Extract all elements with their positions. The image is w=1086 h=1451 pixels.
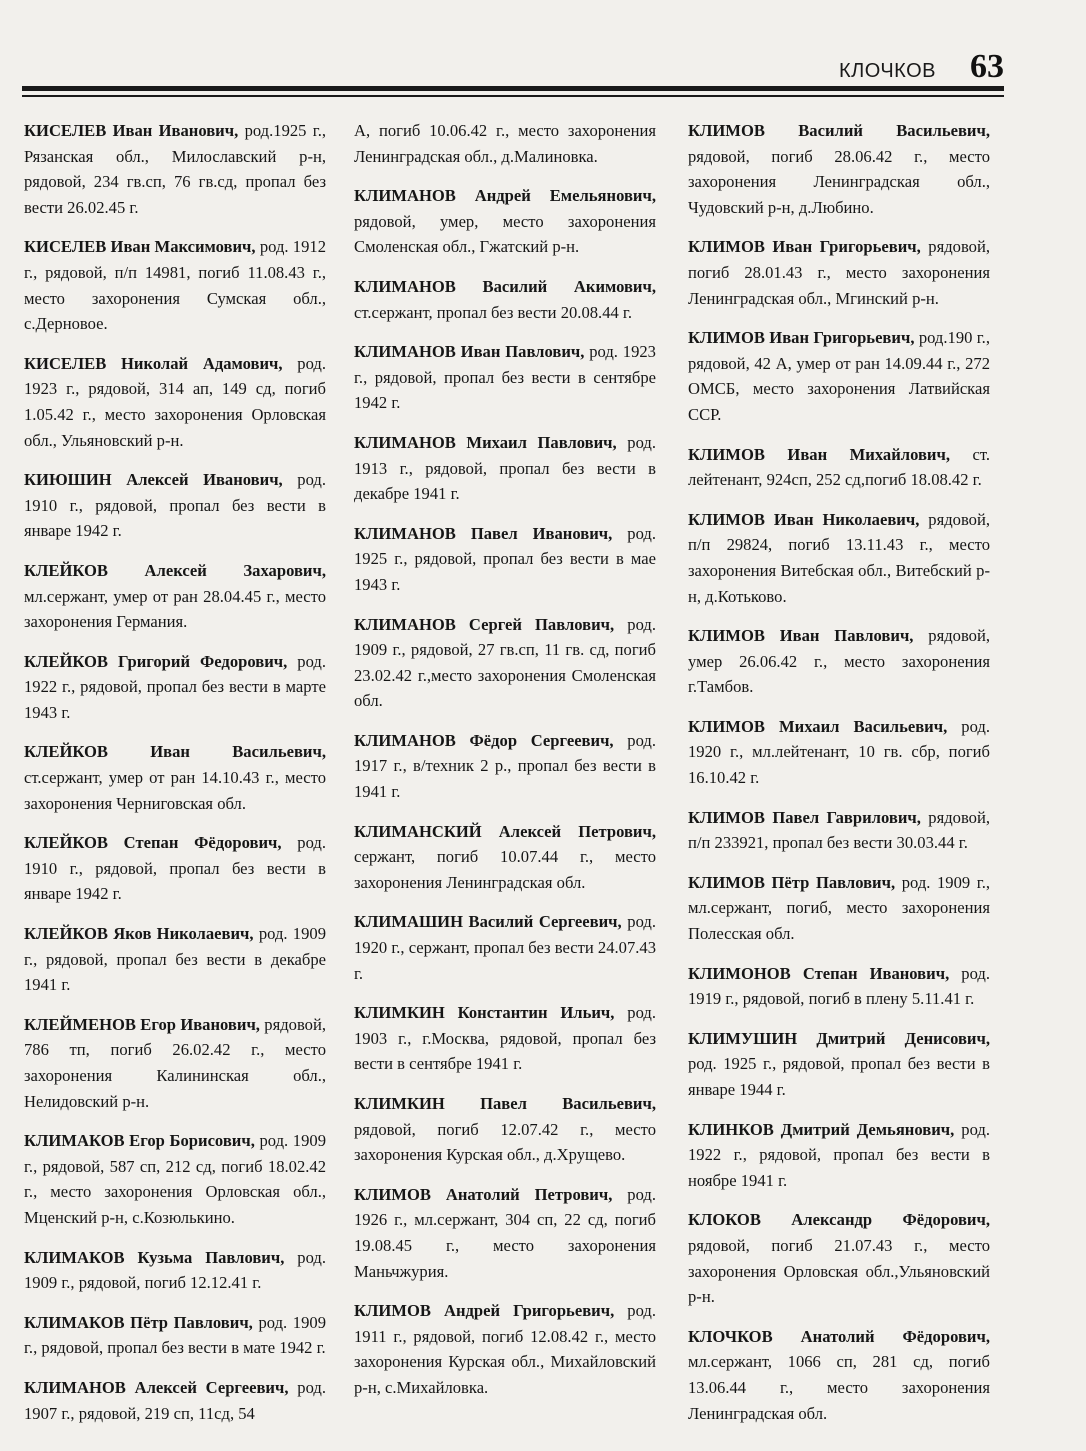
person-name: КЛИМАНОВ Иван Павлович,: [354, 342, 585, 362]
record-details: род. 1910 г., рядовой, пропал без вести в январе 1942 г.: [24, 833, 326, 904]
record-entry: [24, 558, 326, 635]
person-name: КЛИМАКОВ Пётр Павлович,: [24, 1312, 253, 1332]
person-name: КЛИМОВ Пётр Павлович,: [688, 872, 896, 892]
record-details: род. 1913 г., рядовой, пропал без вести в декабре 1941 г.: [354, 432, 656, 504]
person-name: КЛИМАНОВ Алексей Сергеевич,: [24, 1377, 289, 1397]
person-name: КЛИНКОВ Дмитрий Демьянович,: [688, 1119, 955, 1139]
record-entry: [688, 1207, 990, 1309]
person-name: КИСЕЛЕВ Иван Иванович,: [24, 121, 239, 140]
person-name: КЛИМОВ Иван Григорьевич,: [688, 328, 915, 348]
record-entry: [354, 909, 656, 986]
record-entry: [354, 118, 656, 169]
person-name: КЛИМАНОВ Павел Иванович,: [354, 523, 613, 543]
person-name: КЛОЧКОВ Анатолий Фёдорович,: [688, 1326, 990, 1346]
record-entry: [354, 1000, 656, 1077]
record-entry: [688, 870, 990, 947]
record-details: род. 1909 г., рядовой, 27 гв.сп, 11 гв. сд, погиб 23.02.42 г.,место захоронения Смоленская обл.: [354, 614, 656, 711]
person-name: КЛИМАНОВ Сергей Павлович,: [354, 614, 615, 634]
record-entry: [24, 234, 326, 336]
record-entry: [688, 714, 990, 791]
record-entry: [24, 1310, 326, 1361]
record-details: рядовой, умер, место захоронения Смоленская обл., Гжатский р-н.: [354, 211, 656, 257]
record-entry: [24, 830, 326, 907]
person-name: КЛИМОВ Андрей Григорьевич,: [354, 1301, 615, 1321]
record-entry: [688, 1324, 990, 1426]
text-columns: [24, 118, 1004, 1438]
person-name: КЛЕЙКОВ Григорий Федорович,: [24, 651, 288, 671]
record-details: сержант, погиб 10.07.44 г., место захоронения Ленинградская обл.: [354, 847, 656, 892]
record-details: рядовой, 786 тп, погиб 26.02.42 г., место захоронения Калининская обл., Нелидовский р-н.: [24, 1014, 326, 1111]
header-rule-thick: [22, 86, 1004, 91]
record-details: род. 1925 г., рядовой, пропал без вести в мае 1943 г.: [354, 523, 657, 594]
person-name: КЛИМАКОВ Егор Борисович,: [24, 1131, 255, 1151]
person-name: КИСЕЛЕВ Николай Адамович,: [24, 353, 283, 373]
record-details: род. 1909 г., рядовой, 587 сп, 212 сд, погиб 18.02.42 г., место захоронения Орловская обл., Мценский р-н, с.Козюлькино.: [24, 1131, 326, 1227]
record-details: род. 1909 г., рядовой, пропал без вести в мате 1942 г.: [24, 1312, 326, 1358]
record-entry: [354, 430, 656, 507]
record-entry: [24, 649, 326, 726]
record-entry: [688, 1117, 990, 1194]
record-entry: [24, 118, 326, 220]
record-entry: [354, 339, 656, 416]
person-name: КЛЕЙКОВ Иван Васильевич,: [24, 742, 326, 762]
record-entry: [24, 1375, 326, 1426]
person-name: КЛИМОНОВ Степан Иванович,: [688, 963, 950, 983]
record-entry: [354, 819, 656, 896]
record-details: рядовой, п/п 29824, погиб 13.11.43 г., место захоронения Витебская обл., Витебский р-н, д.Котьково.: [688, 509, 990, 606]
record-details: род.1925 г., Рязанская обл., Милославский р-н, рядовой, 234 гв.сп, 76 гв.сд, пропал без вести 26.02.45 г.: [24, 121, 326, 217]
record-entry: [688, 623, 990, 700]
person-name: КЛИМОВ Иван Михайлович,: [688, 444, 950, 464]
person-name: КЛИМОВ Михаил Васильевич,: [688, 716, 948, 736]
person-name: КЛИМАНОВ Василий Акимович,: [354, 276, 656, 296]
record-details: мл.сержант, 1066 сп, 281 сд, погиб 13.06.44 г., место захоронения Ленинградская обл.: [688, 1352, 990, 1423]
record-entry: [688, 961, 990, 1012]
record-details: род. 1917 г., в/техник 2 р., пропал без вести в 1941 г.: [354, 730, 656, 802]
record-entry: [688, 234, 990, 311]
record-details: род. 1909 г., рядовой, пропал без вести в декабре 1941 г.: [24, 924, 326, 995]
record-details: ст. лейтенант, 924сп, 252 сд,погиб 18.08.42 г.: [688, 444, 990, 490]
record-details: род. 1910 г., рядовой, пропал без вести в январе 1942 г.: [24, 470, 326, 541]
record-entry: [24, 1012, 326, 1114]
record-details: род. 1911 г., рядовой, погиб 12.08.42 г., место захоронения Курская обл., Михайловский р-н, с.Михайловка.: [354, 1301, 656, 1397]
record-entry: [24, 467, 326, 544]
record-details: рядовой, погиб 28.06.42 г., место захоронения Ленинградская обл., Чудовский р-н, д.Любино.: [688, 146, 990, 217]
record-entry: [24, 1245, 326, 1296]
person-name: КЛЕЙКОВ Степан Фёдорович,: [24, 833, 282, 853]
person-name: КЛИМУШИН Дмитрий Денисович,: [688, 1028, 990, 1048]
person-name: КЛЕЙКОВ Яков Николаевич,: [24, 924, 254, 944]
column-2: [354, 118, 656, 1415]
person-name: КИСЕЛЕВ Иван Максимович,: [24, 237, 256, 257]
record-details: род. 1909 г., рядовой, погиб 12.12.41 г.: [24, 1247, 326, 1293]
record-details: род. 1903 г., г.Москва, рядовой, пропал без вести в сентябре 1941 г.: [354, 1003, 656, 1074]
record-details: мл.сержант, умер от ран 28.04.45 г., место захоронения Германия.: [24, 586, 326, 632]
record-details: рядовой, погиб 12.07.42 г., место захоронения Курская обл., д.Хрущево.: [354, 1119, 656, 1165]
record-details: род. 1909 г., мл.сержант, погиб, место захоронения Полесская обл.: [688, 872, 991, 944]
person-name: КЛИМОВ Иван Николаевич,: [688, 509, 920, 529]
record-entry: [354, 183, 656, 260]
record-entry: [24, 921, 326, 998]
record-details: род. 1907 г., рядовой, 219 сп, 11сд, 54: [24, 1377, 326, 1423]
column-3: [688, 118, 990, 1440]
person-name: КЛИМОВ Иван Павлович,: [688, 626, 914, 646]
record-entry: [688, 325, 990, 427]
person-name: КЛОКОВ Александр Фёдорович,: [688, 1210, 990, 1230]
person-name: КЛЕЙКОВ Алексей Захарович,: [24, 560, 326, 580]
record-details: рядовой, погиб 21.07.43 г., место захоронения Орловская обл.,Ульяновский р-н.: [688, 1235, 990, 1307]
person-name: КЛИМОВ Иван Григорьевич,: [688, 237, 921, 257]
record-entry: [688, 118, 990, 220]
person-name: КЛИМАНСКИЙ Алексей Петрович,: [354, 821, 656, 841]
record-details: род. 1926 г., мл.сержант, 304 сп, 22 сд, погиб 19.08.45 г., место захоронения Маньчжурия.: [354, 1184, 656, 1281]
person-name: КЛИМАШИН Василий Сергеевич,: [354, 912, 622, 932]
person-name: КИЮШИН Алексей Иванович,: [24, 470, 283, 490]
record-details: род. 1922 г., рядовой, пропал без вести в марте 1943 г.: [24, 651, 326, 722]
record-entry: [354, 728, 656, 805]
header-rule-thin: [22, 95, 1004, 97]
record-details: род. 1920 г., сержант, пропал без вести 24.07.43 г.: [354, 912, 656, 983]
column-1: [24, 118, 326, 1440]
record-details: род. 1925 г., рядовой, пропал без вести в январе 1944 г.: [688, 1054, 990, 1099]
person-name: КЛИМАНОВ Фёдор Сергеевич,: [354, 730, 614, 750]
record-details: род. 1922 г., рядовой, пропал без вести в ноябре 1941 г.: [688, 1119, 990, 1190]
person-name: КЛИМОВ Павел Гаврилович,: [688, 807, 921, 827]
person-name: КЛИМКИН Павел Васильевич,: [354, 1094, 656, 1113]
record-entry: [688, 507, 990, 609]
person-name: КЛИМАНОВ Андрей Емельянович,: [354, 186, 656, 206]
record-entry: [354, 1091, 656, 1168]
record-details: ст.сержант, умер от ран 14.10.43 г., место захоронения Черниговская обл.: [24, 768, 326, 813]
record-details: род. 1912 г., рядовой, п/п 14981, погиб 11.08.43 г., место захоронения Сумская обл., с.Дерновое.: [24, 237, 326, 334]
record-entry: [354, 521, 656, 598]
person-name: КЛИМОВ Анатолий Петрович,: [354, 1184, 613, 1204]
record-entry: [24, 351, 326, 453]
record-entry: [24, 739, 326, 816]
record-entry: [688, 442, 990, 493]
record-entry: [688, 1026, 990, 1103]
record-details: рядовой, п/п 233921, пропал без вести 30.03.44 г.: [688, 807, 990, 853]
record-entry: [354, 274, 656, 325]
record-details: род. 1920 г., мл.лейтенант, 10 гв. сбр, погиб 16.10.42 г.: [688, 716, 990, 788]
person-name: КЛИМАНОВ Михаил Павлович,: [354, 432, 617, 452]
page-header: [0, 0, 1086, 100]
record-details: род. 1919 г., рядовой, погиб в плену 5.11.41 г.: [688, 963, 990, 1009]
record-entry: [688, 805, 990, 856]
record-details: А, погиб 10.06.42 г., место захоронения Ленинградская обл., д.Малиновка.: [354, 121, 656, 166]
running-head: КЛОЧКОВ: [838, 60, 936, 82]
person-name: КЛИМКИН Константин Ильич,: [354, 1003, 615, 1023]
record-details: род. 1923 г., рядовой, пропал без вести в сентябре 1942 г.: [354, 342, 656, 413]
record-entry: [354, 1298, 656, 1400]
person-name: КЛИМОВ Василий Васильевич,: [688, 121, 990, 140]
person-name: КЛЕЙМЕНОВ Егор Иванович,: [24, 1014, 260, 1034]
record-details: род. 1923 г., рядовой, 314 ап, 149 сд, погиб 1.05.42 г., место захоронения Орловская обл., Ульяновский р-н.: [24, 353, 326, 450]
record-details: рядовой, погиб 28.01.43 г., место захоронения Ленинградская обл., Мгинский р-н.: [688, 237, 990, 308]
person-name: КЛИМАКОВ Кузьма Павлович,: [24, 1247, 285, 1267]
page-number: 63: [970, 48, 1004, 85]
record-details: рядовой, умер 26.06.42 г., место захоронения г.Тамбов.: [688, 626, 990, 697]
record-details: род.190 г., рядовой, 42 А, умер от ран 14.09.44 г., 272 ОМСБ, место захоронения Латвийская ССР.: [688, 328, 990, 424]
record-entry: [24, 1128, 326, 1230]
record-entry: [354, 612, 656, 714]
record-entry: [354, 1182, 656, 1284]
record-details: ст.сержант, пропал без вести 20.08.44 г.: [354, 302, 633, 322]
